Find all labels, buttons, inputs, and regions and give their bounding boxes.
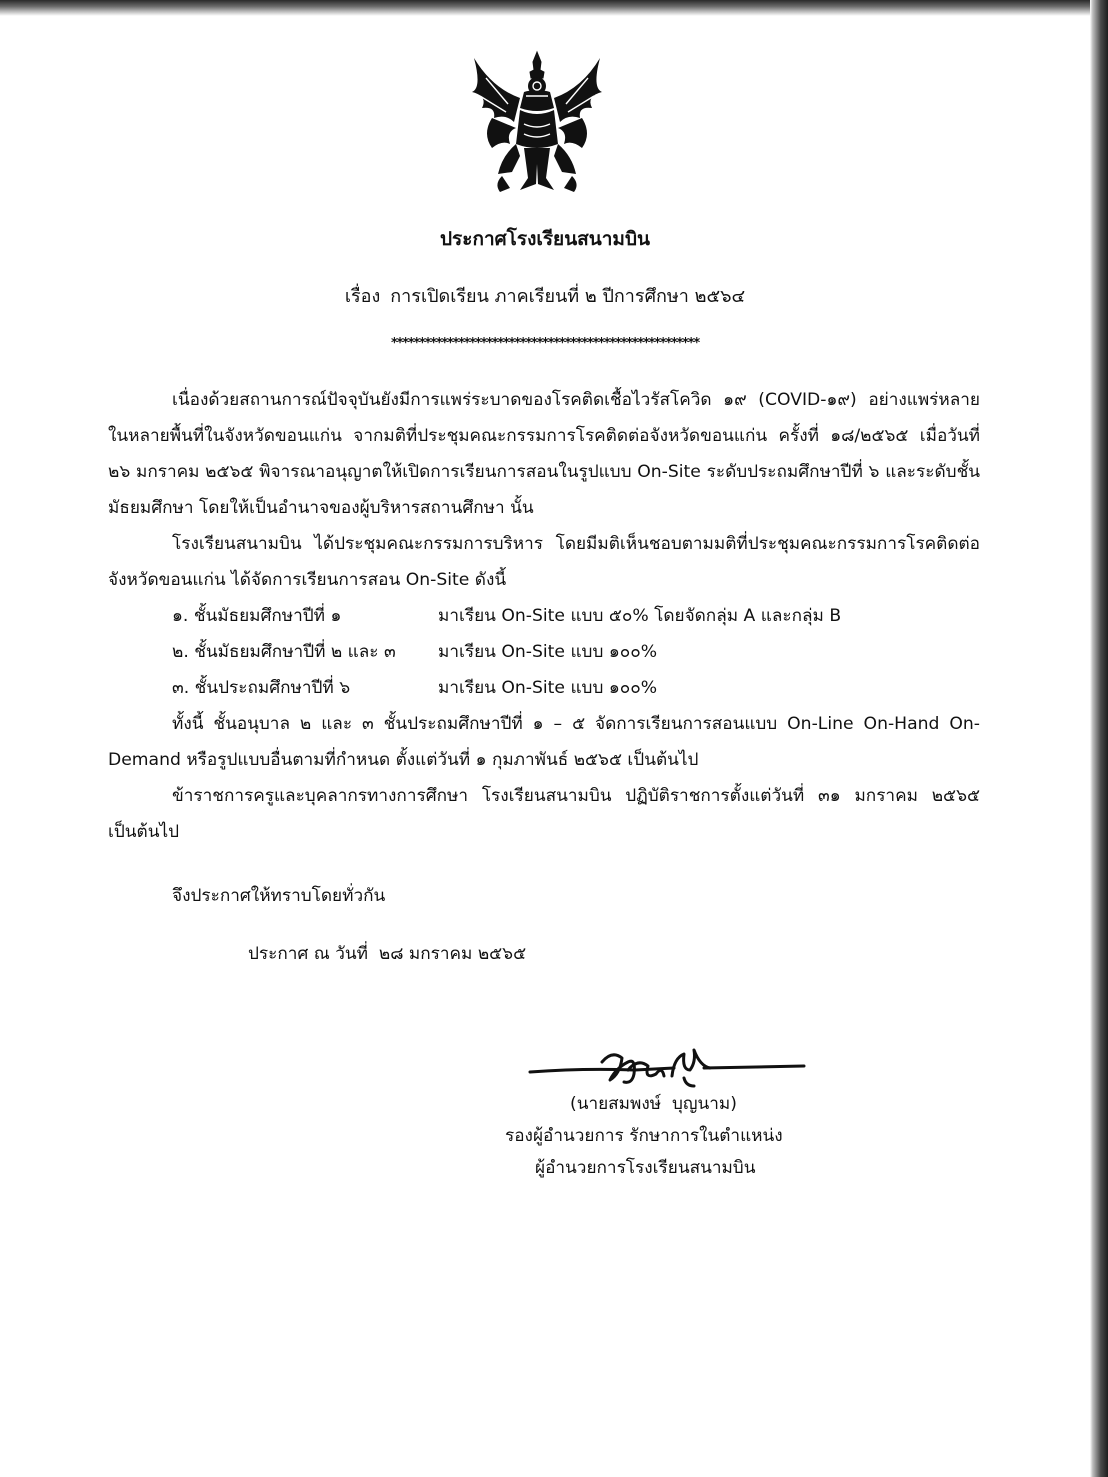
paragraph-staff: ข้าราชการครูและบุคลากรทางการศึกษา โรงเรียนสนามบิน ปฏิบัติราชการตั้งแต่วันที่ ๓๑ มกราคม ๒๕๖๕ เป็นต้นไป <box>108 786 980 842</box>
subject-label: เรื่อง <box>344 286 381 307</box>
paragraph-background: เนื่องด้วยสถานการณ์ปัจจุบันยังมีการแพร่ระบาดของโรคติดเชื้อไวรัสโควิด ๑๙ (COVID-๑๙) อย่างแพร่หลายในหลายพื้นที่ในจังหวัดขอนแก่น จากมติที่ประชุมคณะกรรมการโรคติดต่อจังหวัดขอนแก่น ครั้งที่ ๑๘/๒๕๖๕ เมื่อวันที่ ๒๖ มกราคม ๒๕๖๕ พิจารณาอนุญาตให้เปิดการเรียนการสอนในรูปแบบ On-Site ระดับประถมศึกษาปีที่ ๖ และระดับชั้นมัธยมศึกษา โดยให้เป็นอำนาจของผู้บริหารสถานศึกษา นั้น <box>108 390 980 518</box>
signer-position: รองผู้อำนวยการ รักษาการในตำแหน่ง <box>505 1126 783 1146</box>
document-body <box>108 382 980 850</box>
document-title: ประกาศโรงเรียนสนามบิน <box>439 228 651 250</box>
list-item <box>108 598 980 634</box>
announcement-date: ประกาศ ณ วันที่ ๒๘ มกราคม ๒๕๖๕ <box>248 944 527 964</box>
list-item-level: ๒. ชั้นมัธยมศึกษาปีที่ ๒ และ ๓ <box>172 642 396 662</box>
list-item-detail: มาเรียน On-Site แบบ ๑๐๐% <box>438 678 658 698</box>
list-item <box>108 634 980 670</box>
scan-edge-right <box>1090 0 1108 1477</box>
list-item <box>108 670 980 706</box>
onsite-arrangement-list <box>108 598 980 706</box>
paragraph-other-levels: ทั้งนี้ ชั้นอนุบาล ๒ และ ๓ ชั้นประถมศึกษาปีที่ ๑ – ๕ จัดการเรียนการสอนแบบ On-Line On-Hand On-Demand หรือรูปแบบอื่นตามที่กำหนด ตั้งแต่วันที่ ๑ กุมภาพันธ์ ๒๕๖๕ เป็นต้นไป <box>108 714 980 770</box>
separator-line: ******************************************************* <box>391 336 699 351</box>
list-item-detail: มาเรียน On-Site แบบ ๑๐๐% <box>438 642 658 662</box>
garuda-emblem-icon <box>462 48 612 196</box>
list-item-level: ๓. ชั้นประถมศึกษาปีที่ ๖ <box>172 678 351 698</box>
paragraph-resolution: โรงเรียนสนามบิน ได้ประชุมคณะกรรมการบริหาร โดยมีมติเห็นชอบตามมติที่ประชุมคณะกรรมการโรคติดต่อจังหวัดขอนแก่น ได้จัดการเรียนการสอน On-Site ดังนี้ <box>108 534 980 590</box>
signer-position-acting: ผู้อำนวยการโรงเรียนสนามบิน <box>535 1158 756 1178</box>
scan-edge-top <box>0 0 1108 16</box>
closing-statement: จึงประกาศให้ทราบโดยทั่วกัน <box>172 886 386 906</box>
list-item-detail: มาเรียน On-Site แบบ ๕๐% โดยจัดกลุ่ม A และกลุ่ม B <box>438 606 842 626</box>
subject-text: การเปิดเรียน ภาคเรียนที่ ๒ ปีการศึกษา ๒๕๖๔ <box>390 286 746 307</box>
document-subject <box>0 281 1090 310</box>
signer-name: (นายสมพงษ์ บุญนาม) <box>570 1094 737 1114</box>
list-item-level: ๑. ชั้นมัธยมศึกษาปีที่ ๑ <box>172 606 342 626</box>
